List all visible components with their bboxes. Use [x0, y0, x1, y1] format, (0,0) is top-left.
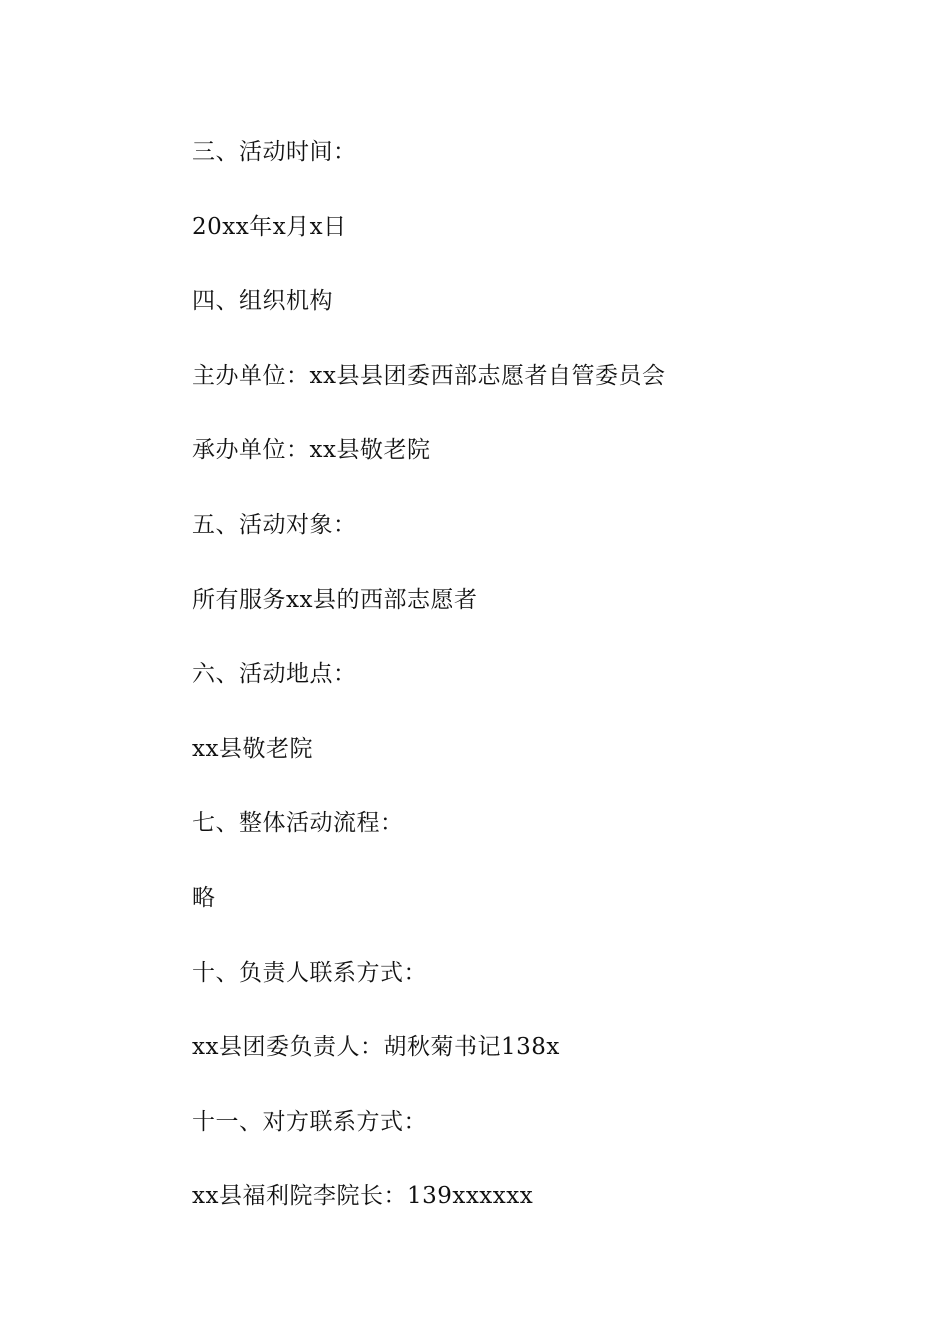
- process-text: 略: [192, 884, 216, 911]
- section-heading-activity-time: 三、活动时间：: [192, 139, 357, 165]
- section-heading-contact: 十、负责人联系方式：: [192, 959, 427, 986]
- document-body: [192, 132, 852, 1251]
- section-heading-participants: 五、活动对象：: [192, 511, 357, 538]
- section-heading-location: 六、活动地点：: [192, 661, 357, 688]
- section-heading-partner-contact: 十一、对方联系方式：: [192, 1108, 427, 1135]
- partner-contact-text: xx县福利院李院长：139xxxxxx: [192, 1183, 534, 1210]
- participants-text: 所有服务xx县的西部志愿者: [192, 586, 478, 613]
- section-heading-process: 七、整体活动流程：: [192, 810, 404, 837]
- location-text: xx县敬老院: [192, 735, 313, 762]
- contact-person-text: xx县团委负责人：胡秋菊书记138x: [192, 1034, 560, 1061]
- activity-date-text: 20xx年x月x日: [192, 213, 347, 240]
- organizer-text: 主办单位：xx县县团委西部志愿者自管委员会: [192, 362, 666, 389]
- section-heading-organization: 四、组织机构: [192, 288, 333, 315]
- co-organizer-text: 承办单位：xx县敬老院: [192, 437, 431, 464]
